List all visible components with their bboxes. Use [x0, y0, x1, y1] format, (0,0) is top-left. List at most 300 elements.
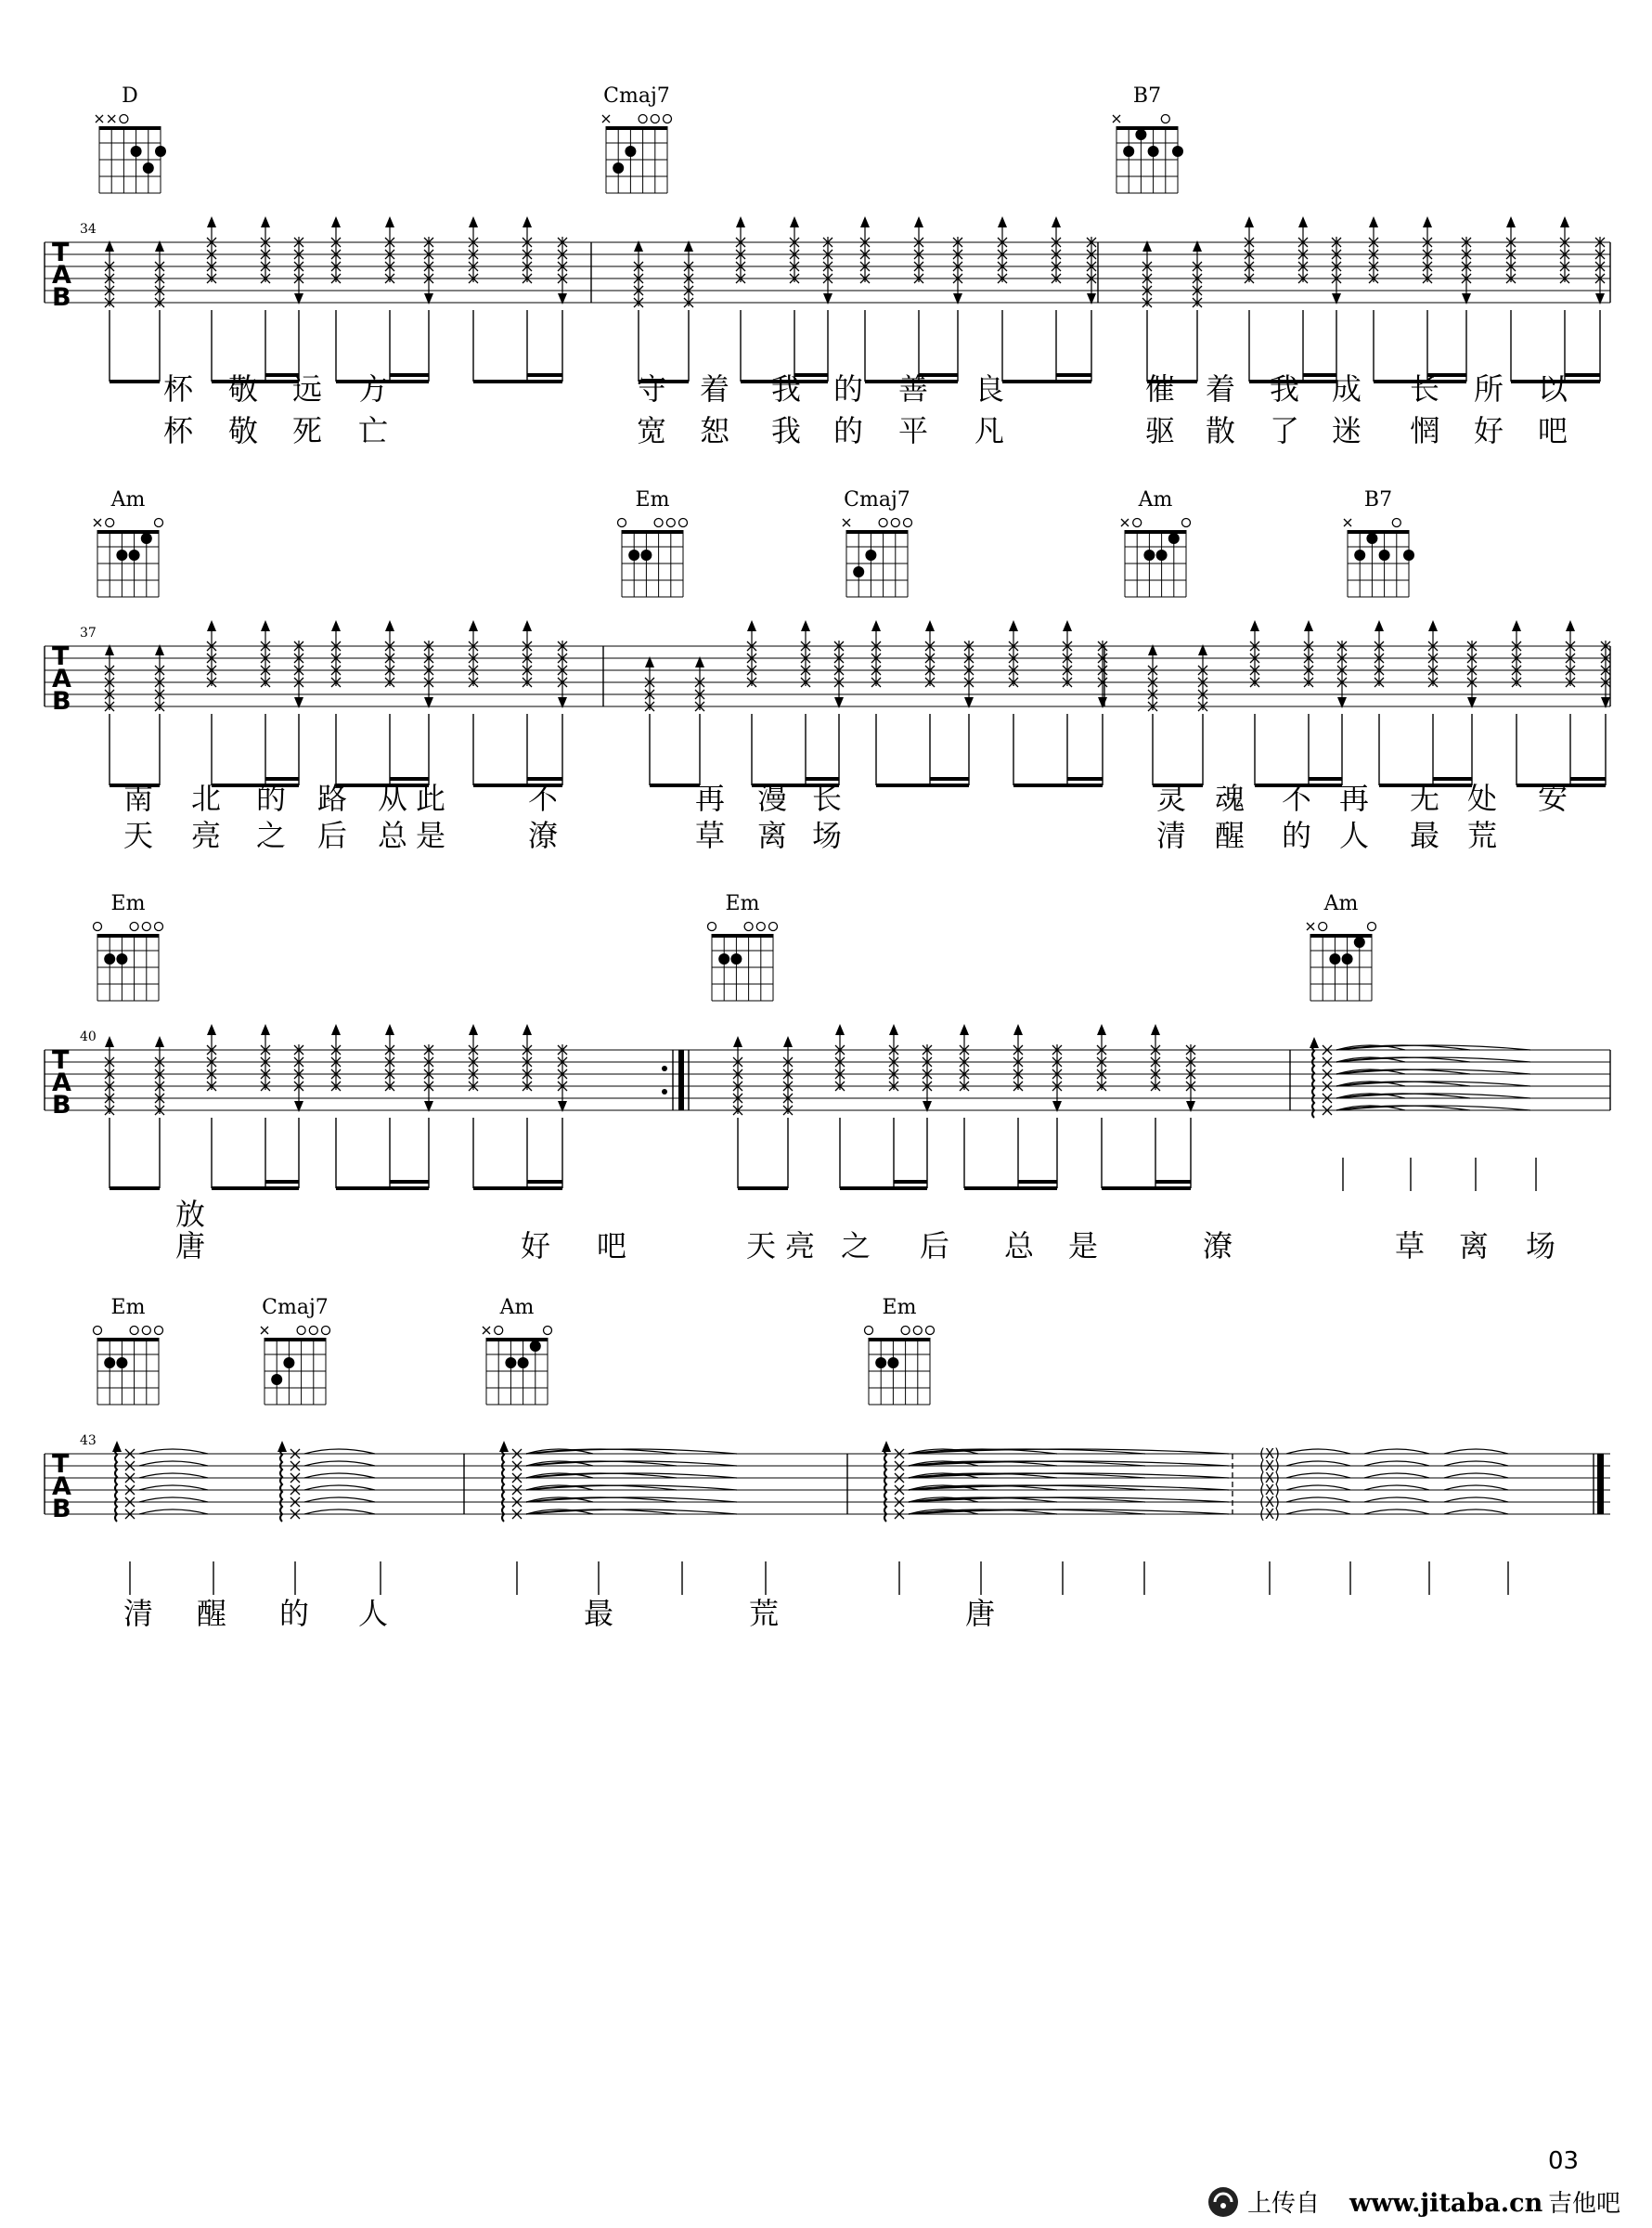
arpeggio-wave: [502, 1447, 504, 1522]
open-string-mark: [297, 1327, 305, 1335]
strum-arrow-head: [914, 216, 923, 227]
chord-name: D: [122, 84, 138, 108]
strum-up: [790, 216, 799, 283]
lyric-char: 催: [1144, 371, 1176, 407]
strum-down: [558, 237, 567, 304]
finger-dot: [104, 953, 115, 965]
strum-up: [523, 216, 532, 283]
strum-arrow-head: [385, 1024, 394, 1035]
strum-down: [1467, 641, 1477, 708]
strum-arrow-head: [105, 1036, 114, 1047]
lyric-char: 潦: [1202, 1228, 1233, 1263]
open-string-mark: [654, 519, 663, 527]
lyric-char: 方: [357, 371, 389, 407]
open-string-mark: [913, 1327, 922, 1335]
chord-nut: [486, 1338, 548, 1341]
strum-up: [261, 1024, 270, 1091]
beat-group: [105, 1036, 164, 1188]
tie: [1286, 1461, 1350, 1466]
finger-dot: [1403, 550, 1414, 561]
strum-arrow-head: [1369, 216, 1378, 227]
open-string-mark: [1133, 519, 1142, 527]
strum-up: [860, 216, 870, 283]
strum-arrow-head: [523, 216, 532, 227]
chord-nut: [622, 530, 683, 534]
strum-up: [1298, 216, 1308, 283]
open-string-mark: [106, 519, 114, 527]
strum-arrow-head: [261, 1024, 270, 1035]
arpeggio-wave: [115, 1447, 117, 1522]
arpeggio-arrow: [499, 1441, 509, 1452]
strum-up: [1009, 620, 1018, 687]
tie: [1444, 1461, 1508, 1466]
chord-nut: [99, 126, 161, 130]
tie: [1364, 1449, 1429, 1454]
strum-down: [1332, 237, 1341, 304]
strum-up: [207, 1024, 216, 1091]
chord-nut: [97, 530, 159, 534]
ghost-note: (X): [1259, 1494, 1280, 1510]
lyric-char: 亡: [357, 413, 389, 448]
tab-clef-letter: A: [52, 1472, 71, 1501]
strum-arrow-head: [261, 620, 270, 631]
beat-group: [1142, 240, 1202, 382]
tie: [1364, 1509, 1429, 1514]
strum-arrow-head: [860, 216, 870, 227]
strum-arrow-head: [783, 1036, 793, 1047]
open-string-mark: [756, 923, 765, 931]
strum-arrow-head: [1298, 216, 1308, 227]
lyric-char: 人: [357, 1596, 389, 1631]
open-string-mark: [155, 519, 163, 527]
strum-arrow-head: [1097, 1024, 1106, 1035]
held-chord: [499, 1441, 737, 1522]
lyric-char: 草: [694, 818, 726, 853]
lyric-char: 清: [123, 1596, 154, 1631]
page-number: 03: [1548, 2147, 1580, 2175]
strum-arrow-head: [385, 216, 394, 227]
lyric-char: 敬: [227, 371, 259, 407]
strum-up: [1245, 216, 1254, 283]
tab-clef-letter: B: [52, 687, 71, 716]
lyric-char: 了: [1269, 413, 1300, 448]
strum-arrow-head: [331, 620, 341, 631]
open-string-mark: [926, 1327, 935, 1335]
finger-dot: [1329, 953, 1340, 965]
tab-clef-letter: A: [52, 665, 71, 693]
strum-arrow-head: [469, 1024, 478, 1035]
chord-name: Am: [1323, 892, 1359, 915]
lyric-char: 放: [174, 1197, 206, 1232]
tie: [1364, 1497, 1429, 1502]
strum-up: [1369, 216, 1378, 283]
tie: [304, 1485, 375, 1490]
strum-arrow-head: [1566, 620, 1575, 631]
strum-up: [747, 620, 756, 687]
lyric-char: 凡: [974, 413, 1005, 448]
strum-arrow-head: [1560, 216, 1569, 227]
lyric-char: 我: [1269, 371, 1300, 407]
strum-up: [331, 1024, 341, 1091]
finger-dot: [625, 146, 636, 157]
open-string-mark: [651, 115, 659, 123]
beat-group: [1250, 620, 1347, 785]
strum-up: [684, 240, 693, 307]
tie: [304, 1509, 375, 1514]
open-string-mark: [1182, 519, 1191, 527]
open-string-mark: [1368, 923, 1376, 931]
beat-group: [1369, 216, 1471, 382]
staff-layer: [45, 242, 1610, 1514]
lyric-char: 总: [377, 818, 408, 853]
strum-up: [925, 620, 935, 687]
strum-up: [1097, 1024, 1106, 1091]
tie: [1286, 1449, 1350, 1454]
measure-number: 43: [80, 1433, 97, 1448]
strum-arrow-head: [1009, 620, 1018, 631]
ghost-note: (X): [1259, 1470, 1280, 1486]
finger-dot: [875, 1357, 886, 1368]
beat-group: [1245, 216, 1341, 382]
tie: [139, 1473, 208, 1478]
lyric-char: 是: [415, 818, 446, 853]
open-string-mark: [322, 1327, 330, 1335]
lyric-char: 的: [255, 781, 287, 816]
strum-up: [645, 656, 654, 711]
chord-diagram-cmaj7: [843, 488, 912, 597]
finger-dot: [1143, 550, 1155, 561]
strum-up: [1566, 620, 1575, 687]
strum-down: [558, 641, 567, 708]
beat-group: [331, 620, 433, 785]
chord-name: Am: [1138, 488, 1173, 512]
lyric-char: 我: [770, 413, 802, 448]
lyric-char: 灵: [1155, 781, 1187, 816]
tie: [1286, 1509, 1350, 1514]
strum-up: [261, 620, 270, 687]
finger-dot: [116, 1357, 127, 1368]
strum-up: [1052, 216, 1061, 283]
beat-group: [207, 216, 303, 382]
tie: [1444, 1497, 1508, 1502]
strum-up: [1423, 216, 1432, 283]
tie: [304, 1497, 375, 1502]
beat-group: [1097, 1024, 1195, 1188]
strum-up: [331, 620, 341, 687]
ghost-note: (X): [1259, 1506, 1280, 1522]
lyric-char: 我: [770, 371, 802, 407]
strum-down: [923, 1044, 932, 1112]
beat-group: [469, 1024, 567, 1188]
arpeggio-arrow: [277, 1441, 287, 1452]
measure-number: 37: [80, 626, 97, 641]
chord-nut: [1125, 530, 1186, 534]
open-string-mark: [708, 923, 716, 931]
lyric-char: 南: [123, 781, 154, 816]
open-string-mark: [142, 1327, 150, 1335]
beat-group: [871, 620, 974, 785]
lyric-char: 平: [897, 413, 929, 448]
open-string-mark: [744, 923, 753, 931]
tie: [1364, 1485, 1429, 1490]
lyric-char: 是: [1067, 1228, 1099, 1263]
strum-arrow-head: [523, 620, 532, 631]
chord-diagram-d: [96, 84, 166, 193]
chord-name: Cmaj7: [844, 488, 910, 512]
strum-arrow-head: [1428, 620, 1438, 631]
strum-arrow-head: [1304, 620, 1313, 631]
lyric-char: 吧: [1537, 413, 1568, 448]
lyric-char: 好: [1473, 413, 1504, 448]
strum-up: [261, 216, 270, 283]
lyric-char: 散: [1205, 413, 1236, 448]
ghost-note: (X): [1259, 1457, 1280, 1474]
footer-site-url[interactable]: www.jitaba.cn: [1349, 2189, 1543, 2218]
open-string-mark: [155, 1327, 163, 1335]
held-chord: [882, 1441, 1229, 1522]
open-string-mark: [639, 115, 647, 123]
beat-group: [998, 216, 1096, 382]
strum-down: [558, 1044, 567, 1112]
finger-dot: [1172, 146, 1183, 157]
lyric-char: 后: [316, 818, 348, 853]
strum-arrow-head: [1423, 216, 1432, 227]
beat-group: [1512, 620, 1610, 785]
beat-group: [1148, 644, 1207, 785]
footer-site-name: 吉他吧: [1548, 2190, 1621, 2218]
open-string-mark: [618, 519, 626, 527]
open-string-mark: [1319, 923, 1327, 931]
chord-nut: [1116, 126, 1178, 130]
arpeggio-wave: [1312, 1043, 1314, 1118]
tie: [139, 1497, 208, 1502]
strum-arrow-head: [733, 1036, 742, 1047]
lyric-char: 之: [840, 1228, 871, 1263]
beat-group: [1375, 620, 1477, 785]
strum-down: [1462, 237, 1471, 304]
strum-down: [424, 641, 433, 708]
strum-down: [1087, 237, 1096, 304]
footer: [1208, 2147, 1620, 2218]
lyric-char: 天: [123, 818, 154, 853]
finger-dot: [104, 1357, 115, 1368]
finger-dot: [518, 1357, 529, 1368]
open-string-mark: [679, 519, 688, 527]
chord-nut: [712, 934, 773, 938]
strum-up: [207, 620, 216, 687]
strum-up: [155, 644, 164, 711]
strum-arrow-head: [385, 620, 394, 631]
lyric-char: 惘: [1409, 413, 1440, 448]
lyric-char: 良: [974, 371, 1005, 407]
strum-up: [1250, 620, 1259, 687]
lyric-char: 敬: [227, 413, 259, 448]
strum-arrow-head: [835, 1024, 845, 1035]
strum-up: [385, 620, 394, 687]
tie: [1444, 1509, 1508, 1514]
beat-group: [207, 620, 303, 785]
strum-down: [1098, 641, 1107, 708]
strum-arrow-head: [207, 216, 216, 227]
open-string-mark: [901, 1327, 910, 1335]
repeat-dot: [662, 1066, 667, 1071]
finger-dot: [1123, 146, 1134, 157]
strum-up: [1151, 1024, 1160, 1091]
open-string-mark: [904, 519, 912, 527]
strum-arrow-head: [261, 216, 270, 227]
strum-up: [385, 216, 394, 283]
strum-arrow-head: [747, 620, 756, 631]
lyric-char: 迷: [1331, 413, 1362, 448]
open-string-mark: [769, 923, 778, 931]
tie: [1286, 1485, 1350, 1490]
held-chord: [1310, 1037, 1530, 1118]
lyric-char: 荒: [748, 1596, 780, 1631]
final-bar-thick: [1597, 1454, 1604, 1514]
finger-dot: [628, 550, 639, 561]
chord-nut: [869, 1338, 930, 1341]
strum-arrow-head: [331, 216, 341, 227]
beat-group: [645, 656, 704, 785]
text-layer: [52, 84, 1569, 1631]
lyric-char: 恕: [699, 413, 730, 448]
chord-diagram-am: [483, 1296, 552, 1405]
lyric-char: 亮: [784, 1228, 816, 1263]
lyric-char: 离: [1458, 1228, 1490, 1263]
tie: [304, 1473, 375, 1478]
beat-group: [331, 216, 433, 382]
chord-diagram-am: [1307, 892, 1376, 1001]
finger-dot: [1379, 550, 1390, 561]
chord-nut: [1310, 934, 1372, 938]
strum-up: [1428, 620, 1438, 687]
strum-arrow-head: [925, 620, 935, 631]
strum-arrow-head: [207, 1024, 216, 1035]
strum-up: [155, 240, 164, 307]
chord-name: Em: [110, 1296, 146, 1319]
strum-up: [469, 216, 478, 283]
lyric-char: 不: [1281, 781, 1312, 816]
strum-up: [331, 216, 341, 283]
tie: [1444, 1485, 1508, 1490]
beat-group: [207, 1024, 303, 1188]
chord-diagram-b7: [1113, 84, 1183, 193]
strum-arrow-head: [331, 1024, 341, 1035]
tab-clef-letter: T: [52, 1046, 70, 1075]
strum-down: [1601, 641, 1610, 708]
lyric-char: 魂: [1214, 781, 1245, 816]
strum-up: [469, 1024, 478, 1091]
footer-uploaded-label: 上传自: [1247, 2190, 1321, 2218]
finger-dot: [865, 550, 876, 561]
tab-clef-letter: T: [52, 642, 70, 671]
chord-diagram-em: [708, 892, 778, 1001]
lyric-char: 着: [1205, 371, 1236, 407]
finger-dot: [853, 566, 864, 577]
strum-arrow-head: [1063, 620, 1072, 631]
tie: [1444, 1473, 1508, 1478]
strum-arrow-head: [523, 1024, 532, 1035]
tie: [1364, 1461, 1429, 1466]
lyric-char: 安: [1537, 781, 1568, 816]
chord-name: Cmaj7: [262, 1296, 329, 1319]
chord-name: B7: [1132, 84, 1162, 108]
chord-diagram-em: [618, 488, 688, 597]
chord-nut: [97, 934, 159, 938]
strum-up: [105, 1036, 114, 1115]
beat-group: [733, 1036, 793, 1188]
strum-up: [469, 620, 478, 687]
ghost-note: (X): [1259, 1482, 1280, 1498]
open-string-mark: [664, 115, 672, 123]
strum-up: [1512, 620, 1521, 687]
upload-logo-icon: [1208, 2187, 1238, 2217]
strum-down: [1337, 641, 1347, 708]
finger-dot: [271, 1374, 282, 1385]
strum-arrow-head: [1013, 1024, 1023, 1035]
tab-clef-letter: T: [52, 239, 70, 267]
finger-dot: [718, 953, 729, 965]
lyric-char: 此: [415, 781, 446, 816]
strum-arrow-head: [155, 1036, 164, 1047]
strum-arrow-head: [469, 216, 478, 227]
chord-name: Am: [110, 488, 146, 512]
strum-down: [964, 641, 974, 708]
chord-nut: [1348, 530, 1409, 534]
strum-arrow-head: [889, 1024, 898, 1035]
strum-arrow-head: [1052, 216, 1061, 227]
lyric-char: 杯: [162, 413, 194, 448]
lyric-char: 的: [832, 413, 864, 448]
finger-dot: [129, 550, 140, 561]
strum-up: [1193, 240, 1202, 307]
lyric-char: 的: [832, 371, 864, 407]
tab-clef-letter: B: [52, 1091, 71, 1120]
held-chord: [112, 1441, 208, 1522]
lyric-char: 宽: [636, 413, 667, 448]
beat-group: [747, 620, 844, 785]
strum-arrow-head: [871, 620, 881, 631]
lyric-char: 守: [636, 371, 667, 407]
strum-down: [953, 237, 962, 304]
strum-up: [960, 1024, 969, 1091]
tie: [304, 1449, 375, 1454]
tab-clef-letter: B: [52, 1495, 71, 1523]
lyric-char: 草: [1394, 1228, 1426, 1263]
lyric-char: 吧: [596, 1228, 627, 1263]
strum-up: [1142, 240, 1152, 307]
finger-dot: [1135, 129, 1146, 140]
lyric-char: 的: [1281, 818, 1312, 853]
strum-arrow-head: [1151, 1024, 1160, 1035]
tie: [1286, 1473, 1350, 1478]
strum-up: [801, 620, 810, 687]
beat-group: [1506, 216, 1605, 382]
chord-diagram-am: [1121, 488, 1191, 597]
finger-dot: [1148, 146, 1159, 157]
lyric-char: 长: [811, 781, 843, 816]
chord-diagram-em: [94, 1296, 163, 1405]
strum-up: [207, 216, 216, 283]
strum-arrow-head: [1512, 620, 1521, 631]
strum-up: [998, 216, 1007, 283]
repeat-dot: [662, 1089, 667, 1095]
strum-up: [914, 216, 923, 283]
lyric-char: 成: [1331, 371, 1362, 407]
chord-name: Em: [635, 488, 670, 512]
lyric-char: 最: [1409, 818, 1440, 853]
open-string-mark: [495, 1327, 503, 1335]
